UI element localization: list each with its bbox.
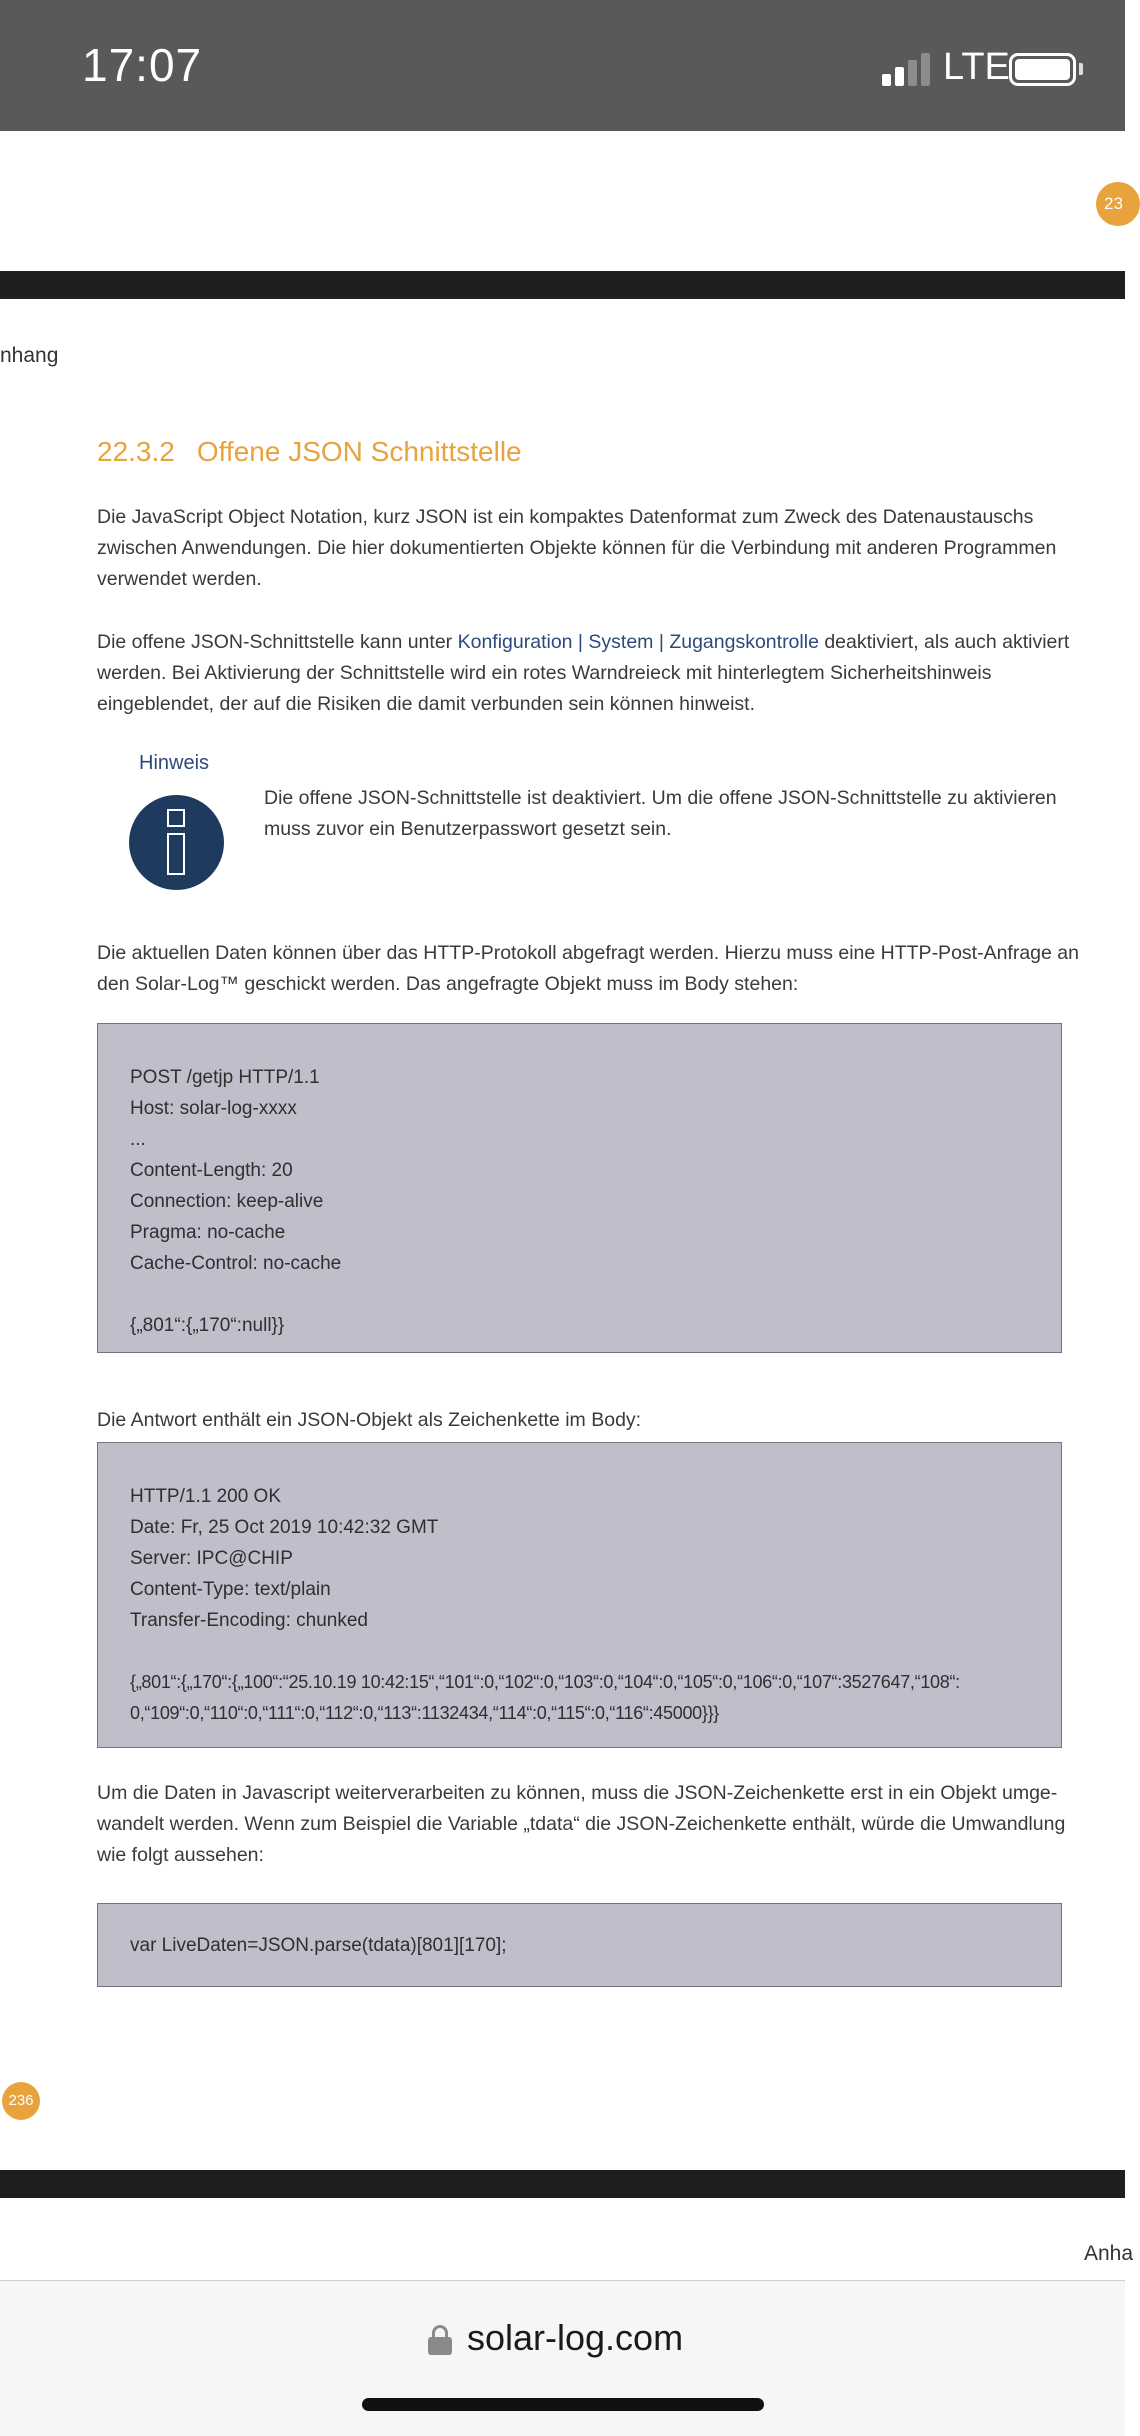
running-header: nhang (0, 344, 59, 367)
request-paragraph: Die aktuellen Daten können über das HTTP-Protokoll abgefragt werden. Hierzu muss eine HTTP-Post-Anfrage an den Solar-Log™ geschickt werden. Das angefragte Objekt muss im Body stehen: (97, 942, 1079, 995)
parse-code-block (97, 1903, 1062, 1987)
network-type-label: LTE (943, 46, 1010, 88)
code-line: var LiveDaten=JSON.parse(tdata)[801][170]; (130, 1935, 507, 1956)
response-paragraph: Die Antwort enthält ein JSON-Objekt als Zeichenkette im Body: (97, 1409, 642, 1431)
activation-text-start: Die offene JSON-Schnittstelle kann unter (97, 631, 458, 653)
code-line: POST /getjp HTTP/1.1 (130, 1067, 320, 1088)
code-line: HTTP/1.1 200 OK (130, 1486, 282, 1507)
code-line: ... (130, 1129, 146, 1150)
previous-page-number-badge: 23 (1096, 182, 1140, 226)
code-line: Cache-Control: no-cache (130, 1253, 342, 1274)
section-heading (97, 436, 522, 468)
battery-icon (1009, 53, 1076, 86)
code-line: 0,“109“:0,“110“:0,“111“:0,“112“:0,“113“:1132434,“114“:0,“115“:0,“116“:45000}}} (130, 1703, 719, 1723)
request-code-block (97, 1023, 1062, 1353)
note-label: Hinweis (139, 752, 210, 774)
page-number-badge: 236 (2, 2082, 40, 2120)
home-indicator[interactable] (362, 2398, 764, 2411)
code-line: Transfer-Encoding: chunked (130, 1610, 368, 1631)
battery-cap (1079, 63, 1083, 75)
status-bar (0, 0, 1125, 131)
code-line: Content-Length: 20 (130, 1160, 293, 1181)
code-line: Host: solar-log-xxxx (130, 1098, 297, 1119)
url-label[interactable]: solar-log.com (467, 2317, 684, 2358)
settings-path-link[interactable]: Konfiguration | System | Zugangskontrolle (457, 631, 819, 653)
code-line: Connection: keep-alive (130, 1191, 324, 1212)
response-code-block (97, 1442, 1062, 1748)
section-number: 22.3.2 (97, 436, 175, 467)
code-line: Pragma: no-cache (130, 1222, 286, 1243)
lock-icon (428, 2325, 452, 2355)
code-line: Server: IPC@CHIP (130, 1548, 293, 1569)
page-divider (0, 271, 1125, 299)
code-line: {„801“:{„170“:null}} (130, 1315, 285, 1336)
intro-paragraph: Die JavaScript Object Notation, kurz JSON ist ein kompaktes Datenformat zum Zweck des Datenaustauschs zwischen Anwendungen. Die hier dokumentierten Objekte können für die Verbindung mit anderen Programmen verwendet werden. (97, 506, 1057, 590)
section-title: Offene JSON Schnittstelle (196, 436, 522, 467)
code-line: Content-Type: text/plain (130, 1579, 331, 1600)
note-text: Die offene JSON-Schnittstelle ist deaktiviert. Um die offene JSON-Schnittstelle zu aktivieren muss zuvor ein Benutzerpasswort gesetzt sein. (264, 787, 1057, 840)
info-icon (129, 795, 224, 890)
next-page-header: Anha (1084, 2242, 1134, 2265)
code-line: Date: Fr, 25 Oct 2019 10:42:32 GMT (130, 1517, 439, 1538)
status-time: 17:07 (82, 39, 203, 91)
cellular-signal-icon (882, 52, 934, 86)
page-divider (0, 2170, 1125, 2198)
activation-paragraph (97, 627, 1092, 720)
conversion-paragraph: Um die Daten in Javascript weiterverarbeiten zu können, muss die JSON-Zeichenkette erst in ein Objekt umge-wandelt werden. Wenn zum Beispiel die Variable „tdata“ die JSON-Zeichenkette enthält, würde die Umwandlung wie folgt aussehen: (97, 1782, 1066, 1866)
code-line: {„801“:{„170“:{„100“:“25.10.19 10:42:15“,“101“:0,“102“:0,“103“:0,“104“:0,“105“:0,“106“:0,“107“:3527647,“108“: (130, 1672, 960, 1692)
activation-text-end: deaktiviert, als auch aktiviert werden. Bei Aktivierung der Schnittstelle wird ein rotes Warndreieck mit hinterlegtem Sicherheitshinweis eingeblendet, der auf die Risiken die damit verbunden sein können hinweist. (97, 631, 1070, 715)
